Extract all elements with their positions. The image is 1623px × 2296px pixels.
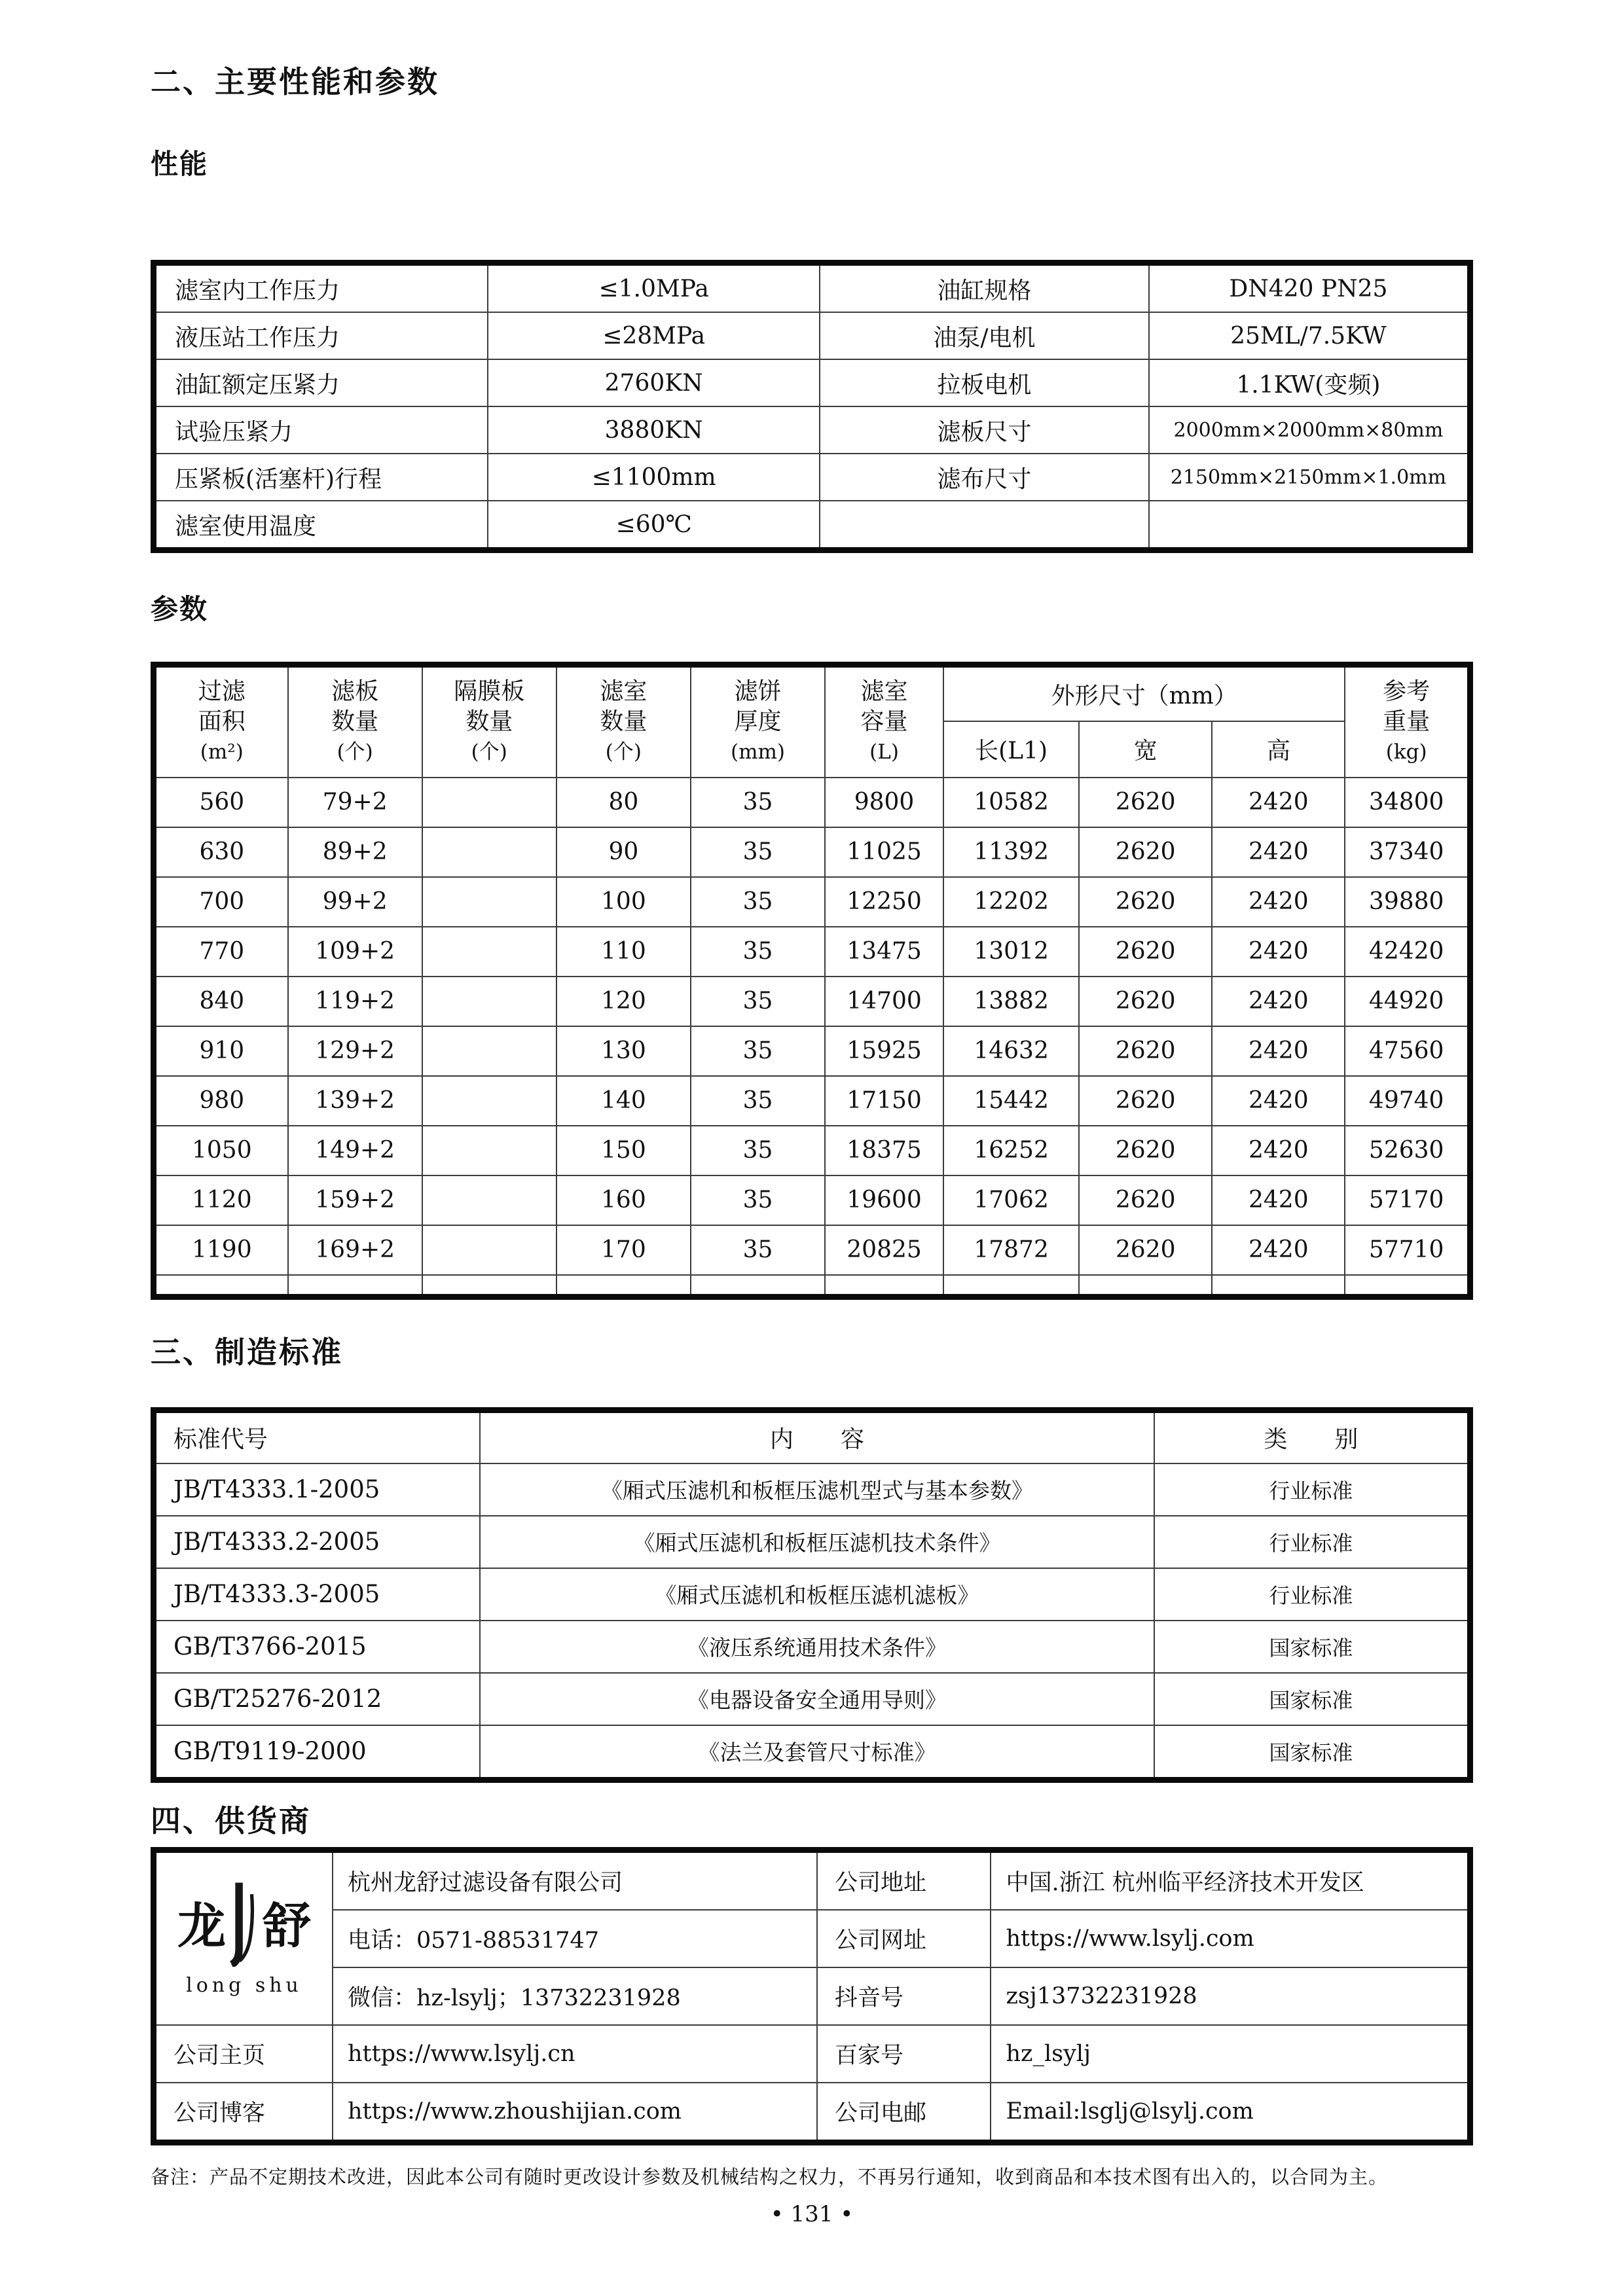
section-title-main: 二、主要性能和参数: [151, 64, 439, 99]
spec-value: ≤60℃: [488, 501, 820, 550]
param-cell: 630: [154, 827, 288, 877]
table-row: [154, 312, 1470, 359]
param-cell: 17062: [943, 1175, 1079, 1225]
param-cell: 2420: [1212, 1126, 1345, 1175]
param-cell: 20825: [825, 1225, 943, 1275]
standard-category: 行业标准: [1154, 1568, 1470, 1621]
table-row: [154, 1673, 1470, 1725]
spec-label: 拉板电机: [820, 359, 1149, 406]
param-cell: 35: [691, 1026, 825, 1076]
param-cell: 13012: [943, 927, 1079, 977]
param-cell: 149+2: [288, 1126, 422, 1175]
column-header-dimensions: 外形尺寸（mm）: [943, 665, 1345, 721]
param-cell: 35: [691, 778, 825, 827]
supplier-value: https://www.lsylj.com: [991, 1910, 1470, 1967]
company-phone: 电话：0571-88531747: [333, 1910, 817, 1967]
standard-code: GB/T3766-2015: [154, 1621, 481, 1673]
param-cell: 170: [556, 1225, 691, 1275]
param-cell: 35: [691, 827, 825, 877]
table-row: [154, 1621, 1470, 1673]
param-cell: 89+2: [288, 827, 422, 877]
table-row: [154, 406, 1470, 454]
param-cell: 35: [691, 1076, 825, 1126]
param-cell: 15925: [825, 1026, 943, 1076]
param-cell: [154, 1275, 288, 1297]
param-cell: [943, 1275, 1079, 1297]
param-cell: 2420: [1212, 1225, 1345, 1275]
header-line: 数量: [465, 708, 513, 736]
param-cell: 12250: [825, 877, 943, 927]
param-cell: [422, 1076, 556, 1126]
supplier-value: zsj13732231928: [991, 1967, 1470, 2025]
standard-category: 国家标准: [1154, 1621, 1470, 1673]
section-title-supplier: 四、供货商: [151, 1803, 311, 1839]
section-title-standards: 三、制造标准: [151, 1334, 343, 1370]
table-header-row: [154, 665, 1470, 721]
standard-code: JB/T4333.2-2005: [154, 1516, 481, 1568]
table-row: [154, 1725, 1470, 1780]
supplier-table: [151, 1847, 1473, 2145]
param-cell: [422, 1275, 556, 1297]
table-row: [154, 827, 1470, 877]
company-name: 杭州龙舒过滤设备有限公司: [333, 1850, 817, 1910]
param-cell: 57170: [1345, 1175, 1470, 1225]
param-cell: 34800: [1345, 778, 1470, 827]
column-header-content: 内 容: [480, 1410, 1154, 1463]
param-cell: 840: [154, 977, 288, 1026]
table-row-empty: [154, 1275, 1470, 1297]
header-line: 滤室: [600, 678, 647, 706]
param-cell: 150: [556, 1126, 691, 1175]
param-cell: 2420: [1212, 1076, 1345, 1126]
param-cell: [422, 827, 556, 877]
header-unit: (kg): [1385, 740, 1427, 764]
table-header-row: [154, 1410, 1470, 1463]
standard-code: JB/T4333.3-2005: [154, 1568, 481, 1621]
column-header-ref-weight: [1345, 665, 1470, 778]
param-cell: 2620: [1079, 1076, 1212, 1126]
page-number: • 131 •: [770, 2200, 854, 2227]
param-cell: 2420: [1212, 1026, 1345, 1076]
subsection-title-performance: 性能: [151, 148, 209, 180]
spec-value: 2150mm×2150mm×1.0mm: [1149, 454, 1470, 501]
spec-value: ≤1.0MPa: [488, 263, 820, 313]
param-cell: 120: [556, 977, 691, 1026]
supplier-label: 百家号: [817, 2025, 991, 2083]
param-cell: 11025: [825, 827, 943, 877]
column-header-width: 宽: [1079, 721, 1212, 778]
spec-label: 压紧板(活塞杆)行程: [154, 454, 488, 501]
supplier-value: hz_lsylj: [991, 2025, 1470, 2083]
standard-content: 《厢式压滤机和板框压滤机型式与基本参数》: [480, 1463, 1154, 1516]
table-row: [154, 501, 1470, 550]
supplier-value: Email:lsglj@lsylj.com: [991, 2083, 1470, 2143]
standard-content: 《厢式压滤机和板框压滤机技术条件》: [480, 1516, 1154, 1568]
param-cell: 159+2: [288, 1175, 422, 1225]
spec-value: 2760KN: [488, 359, 820, 406]
param-cell: 560: [154, 778, 288, 827]
param-cell: 17872: [943, 1225, 1079, 1275]
param-cell: [288, 1275, 422, 1297]
param-cell: [422, 1175, 556, 1225]
param-cell: [422, 1026, 556, 1076]
param-cell: 13475: [825, 927, 943, 977]
company-wechat: 微信：hz-lsylj；13732231928: [333, 1967, 817, 2025]
footer-note: 备注：产品不定期技术改进，因此本公司有随时更改设计参数及机械结构之权力，不再另行通知，收到商品和本技术图有出入的，以合同为主。: [151, 2165, 1389, 2188]
param-cell: [422, 927, 556, 977]
header-unit: (个): [471, 740, 507, 764]
header-unit: (个): [337, 740, 373, 764]
param-cell: [556, 1275, 691, 1297]
header-line: 容量: [860, 708, 908, 736]
param-cell: [422, 1225, 556, 1275]
param-cell: 139+2: [288, 1076, 422, 1126]
param-cell: 57710: [1345, 1225, 1470, 1275]
table-row: [154, 359, 1470, 406]
header-line: 隔膜板: [454, 678, 525, 706]
spec-value: [1149, 501, 1470, 550]
table-row: [154, 1076, 1470, 1126]
param-cell: 110: [556, 927, 691, 977]
standard-content: 《电器设备安全通用导则》: [480, 1673, 1154, 1725]
param-cell: 37340: [1345, 827, 1470, 877]
spec-value: 2000mm×2000mm×80mm: [1149, 406, 1470, 454]
company-logo: [154, 1850, 333, 2025]
column-header-plate-count: [288, 665, 422, 778]
param-cell: 35: [691, 927, 825, 977]
table-row: [154, 263, 1470, 313]
spec-label: 滤板尺寸: [820, 406, 1149, 454]
param-cell: 140: [556, 1076, 691, 1126]
logo-text-zh-left: 龙: [177, 1898, 226, 1954]
param-cell: 2620: [1079, 977, 1212, 1026]
supplier-label: 公司博客: [154, 2083, 333, 2143]
table-row: [154, 1568, 1470, 1621]
table-row: [154, 1910, 1470, 1967]
logo-text-zh-right: 舒: [262, 1898, 311, 1954]
spec-value: 3880KN: [488, 406, 820, 454]
header-line: 参考: [1383, 678, 1431, 706]
param-cell: 2620: [1079, 827, 1212, 877]
column-header-length: 长(L1): [943, 721, 1079, 778]
param-cell: 14700: [825, 977, 943, 1026]
longshu-logo-mark-icon: [230, 1880, 259, 1973]
supplier-label: 公司主页: [154, 2025, 333, 2083]
param-cell: 2620: [1079, 778, 1212, 827]
param-cell: [1079, 1275, 1212, 1297]
table-row: [154, 1516, 1470, 1568]
param-cell: 2620: [1079, 1225, 1212, 1275]
spec-value: DN420 PN25: [1149, 263, 1470, 313]
param-cell: 42420: [1345, 927, 1470, 977]
param-cell: 2420: [1212, 977, 1345, 1026]
header-line: 厚度: [734, 708, 782, 736]
param-cell: 2420: [1212, 927, 1345, 977]
column-header-chamber-volume: [825, 665, 943, 778]
param-cell: 47560: [1345, 1026, 1470, 1076]
standard-code: GB/T25276-2012: [154, 1673, 481, 1725]
table-row: [154, 2083, 1470, 2143]
param-cell: 109+2: [288, 927, 422, 977]
param-cell: [422, 877, 556, 927]
param-cell: [691, 1275, 825, 1297]
param-cell: 35: [691, 1175, 825, 1225]
column-header-height: 高: [1212, 721, 1345, 778]
table-row: [154, 1026, 1470, 1076]
supplier-label: 公司地址: [817, 1850, 991, 1910]
param-cell: 11392: [943, 827, 1079, 877]
column-header-category: 类 别: [1154, 1410, 1470, 1463]
table-row: [154, 877, 1470, 927]
spec-label: 液压站工作压力: [154, 312, 488, 359]
standard-category: 行业标准: [1154, 1516, 1470, 1568]
param-cell: 18375: [825, 1126, 943, 1175]
spec-label: 试验压紧力: [154, 406, 488, 454]
header-line: 滤板: [331, 678, 379, 706]
param-cell: 130: [556, 1026, 691, 1076]
param-cell: [1212, 1275, 1345, 1297]
table-row: [154, 2025, 1470, 2083]
spec-value: ≤1100mm: [488, 454, 820, 501]
spec-value: 25ML/7.5KW: [1149, 312, 1470, 359]
param-cell: 2420: [1212, 877, 1345, 927]
param-cell: [1345, 1275, 1470, 1297]
logo-wordmark: [156, 1880, 332, 1973]
table-row: [154, 1967, 1470, 2025]
spec-value: 1.1KW(变频): [1149, 359, 1470, 406]
param-cell: 15442: [943, 1076, 1079, 1126]
spec-label: [820, 501, 1149, 550]
spec-value: ≤28MPa: [488, 312, 820, 359]
table-row: [154, 1850, 1470, 1910]
header-line: 面积: [198, 708, 246, 736]
standard-content: 《法兰及套管尺寸标准》: [480, 1725, 1154, 1780]
header-line: 滤室: [860, 678, 908, 706]
supplier-value: 中国.浙江 杭州临平经济技术开发区: [991, 1850, 1470, 1910]
param-cell: 1050: [154, 1126, 288, 1175]
supplier-label: 抖音号: [817, 1967, 991, 2025]
param-cell: 52630: [1345, 1126, 1470, 1175]
param-cell: 2420: [1212, 1175, 1345, 1225]
column-header-cake-thickness: [691, 665, 825, 778]
param-cell: 2420: [1212, 827, 1345, 877]
table-row: [154, 454, 1470, 501]
param-cell: 700: [154, 877, 288, 927]
standard-category: 国家标准: [1154, 1673, 1470, 1725]
standard-code: GB/T9119-2000: [154, 1725, 481, 1780]
param-cell: [422, 778, 556, 827]
standard-category: 行业标准: [1154, 1463, 1470, 1516]
header-unit: (L): [869, 740, 899, 764]
param-cell: 1190: [154, 1225, 288, 1275]
param-cell: 100: [556, 877, 691, 927]
param-cell: 1120: [154, 1175, 288, 1225]
param-cell: 39880: [1345, 877, 1470, 927]
param-cell: [825, 1275, 943, 1297]
param-cell: 13882: [943, 977, 1079, 1026]
param-cell: 169+2: [288, 1225, 422, 1275]
spec-label: 油缸规格: [820, 263, 1149, 313]
table-row: [154, 927, 1470, 977]
table-row: [154, 1175, 1470, 1225]
standard-category: 国家标准: [1154, 1725, 1470, 1780]
param-cell: 35: [691, 1126, 825, 1175]
param-cell: 35: [691, 877, 825, 927]
standards-table: [151, 1407, 1473, 1783]
param-cell: 910: [154, 1026, 288, 1076]
supplier-value: https://www.zhoushijian.com: [333, 2083, 817, 2143]
parameters-table: [151, 662, 1473, 1300]
spec-label: 滤布尺寸: [820, 454, 1149, 501]
param-cell: 44920: [1345, 977, 1470, 1026]
spec-label: 滤室使用温度: [154, 501, 488, 550]
header-line: 过滤: [198, 678, 246, 706]
param-cell: 2620: [1079, 1026, 1212, 1076]
param-cell: 12202: [943, 877, 1079, 927]
param-cell: [422, 977, 556, 1026]
spec-label: 油泵/电机: [820, 312, 1149, 359]
param-cell: 160: [556, 1175, 691, 1225]
table-row: [154, 1463, 1470, 1516]
param-cell: 2620: [1079, 1175, 1212, 1225]
param-cell: 129+2: [288, 1026, 422, 1076]
param-cell: 80: [556, 778, 691, 827]
header-unit: (mm): [731, 740, 785, 764]
column-header-diaphragm-count: [422, 665, 556, 778]
column-header-chamber-count: [556, 665, 691, 778]
table-row: [154, 1225, 1470, 1275]
param-cell: 2620: [1079, 927, 1212, 977]
param-cell: 2620: [1079, 1126, 1212, 1175]
header-line: 数量: [331, 708, 379, 736]
table-row: [154, 1126, 1470, 1175]
spec-label: 油缸额定压紧力: [154, 359, 488, 406]
param-cell: 99+2: [288, 877, 422, 927]
subsection-title-parameters: 参数: [151, 593, 209, 625]
param-cell: 9800: [825, 778, 943, 827]
supplier-value: https://www.lsylj.cn: [333, 2025, 817, 2083]
param-cell: 49740: [1345, 1076, 1470, 1126]
param-cell: 980: [154, 1076, 288, 1126]
param-cell: 2620: [1079, 877, 1212, 927]
standard-code: JB/T4333.1-2005: [154, 1463, 481, 1516]
param-cell: 14632: [943, 1026, 1079, 1076]
param-cell: 16252: [943, 1126, 1079, 1175]
supplier-label: 公司电邮: [817, 2083, 991, 2143]
header-line: 重量: [1383, 708, 1431, 736]
param-cell: [422, 1126, 556, 1175]
param-cell: 19600: [825, 1175, 943, 1225]
standard-content: 《厢式压滤机和板框压滤机滤板》: [480, 1568, 1154, 1621]
table-row: [154, 778, 1470, 827]
table-row: [154, 977, 1470, 1026]
header-unit: (m²): [200, 740, 244, 764]
header-line: 滤饼: [734, 678, 782, 706]
header-line: 数量: [600, 708, 647, 736]
param-cell: 2420: [1212, 778, 1345, 827]
supplier-label: 公司网址: [817, 1910, 991, 1967]
header-unit: (个): [605, 740, 642, 764]
logo-text-latin: long shu: [186, 1973, 302, 1997]
column-header-code: 标准代号: [154, 1410, 481, 1463]
column-header-filter-area: [154, 665, 288, 778]
param-cell: 79+2: [288, 778, 422, 827]
param-cell: 35: [691, 1225, 825, 1275]
param-cell: 10582: [943, 778, 1079, 827]
param-cell: 119+2: [288, 977, 422, 1026]
spec-label: 滤室内工作压力: [154, 263, 488, 313]
param-cell: 35: [691, 977, 825, 1026]
standard-content: 《液压系统通用技术条件》: [480, 1621, 1154, 1673]
param-cell: 770: [154, 927, 288, 977]
performance-table: [151, 260, 1473, 553]
param-cell: 90: [556, 827, 691, 877]
param-cell: 17150: [825, 1076, 943, 1126]
